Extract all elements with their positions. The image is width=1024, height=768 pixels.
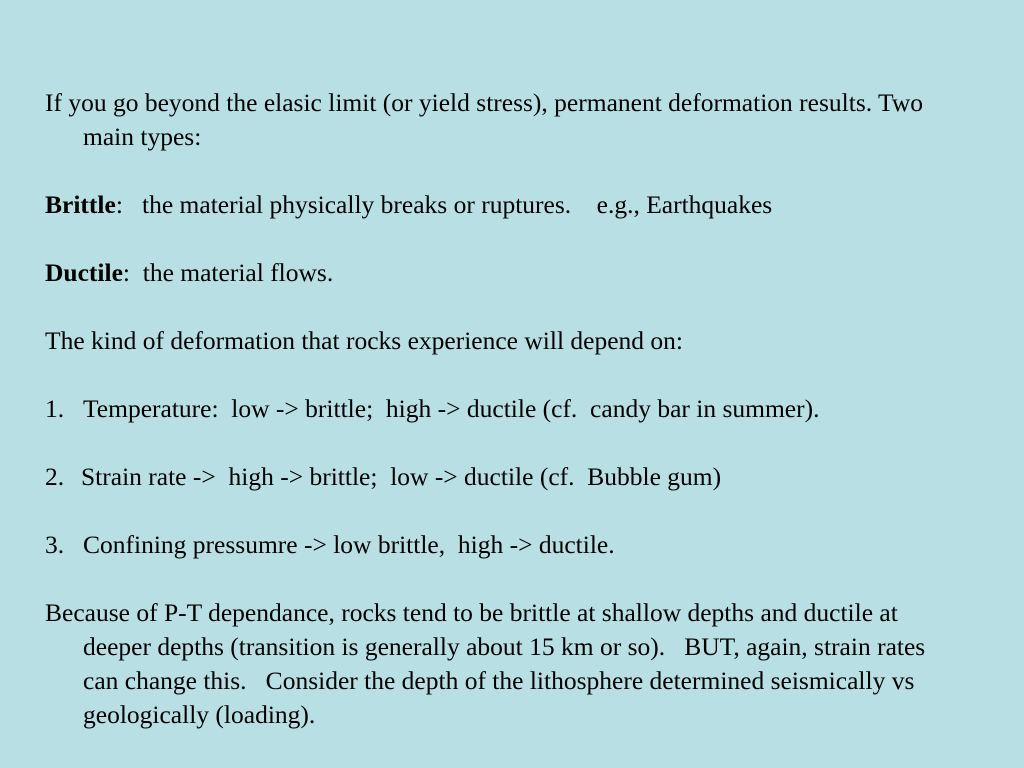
factor-text: Confining pressumre -> low brittle, high -> ductile. — [83, 530, 615, 559]
depends-heading: The kind of deformation that rocks experience will depend on: — [45, 326, 683, 355]
factor-number: 3. — [45, 530, 65, 559]
ductile-separator: : — [122, 258, 130, 287]
brittle-definition — [45, 188, 945, 222]
factor-text: Strain rate -> high -> brittle; low -> ductile (cf. Bubble gum) — [81, 462, 722, 491]
spacer — [45, 290, 945, 324]
conclusion-paragraph: Because of P-T dependance, rocks tend to be brittle at shallow depths and ductile at deeper depths (transition is generally about 15 km or so). BUT, again, strain rates can change this. Consider the depth of the lithosphere determined seismically vs geologically (loading). — [45, 598, 932, 729]
ductile-term: Ductile — [45, 258, 123, 287]
spacer — [45, 358, 945, 392]
factor-temperature — [45, 392, 945, 426]
brittle-separator: : — [115, 190, 123, 219]
spacer — [45, 154, 945, 188]
factor-strain-rate — [45, 460, 945, 494]
factor-text: Temperature: low -> brittle; high -> ductile (cf. candy bar in summer). — [83, 394, 820, 423]
factor-number: 1. — [45, 394, 65, 423]
ductile-definition — [45, 256, 945, 290]
spacer — [45, 494, 945, 528]
spacer — [45, 426, 945, 460]
intro-paragraph: If you go beyond the elasic limit (or yield stress), permanent deformation results. Two main types: — [45, 88, 923, 151]
spacer — [45, 562, 945, 596]
brittle-term: Brittle — [45, 190, 116, 219]
spacer — [45, 222, 945, 256]
brittle-text: the material physically breaks or ruptures. e.g., Earthquakes — [122, 190, 773, 219]
factor-confining-pressure — [45, 528, 945, 562]
slide-body — [45, 86, 945, 732]
factor-number: 2. — [45, 462, 65, 491]
ductile-text: the material flows. — [130, 258, 334, 287]
